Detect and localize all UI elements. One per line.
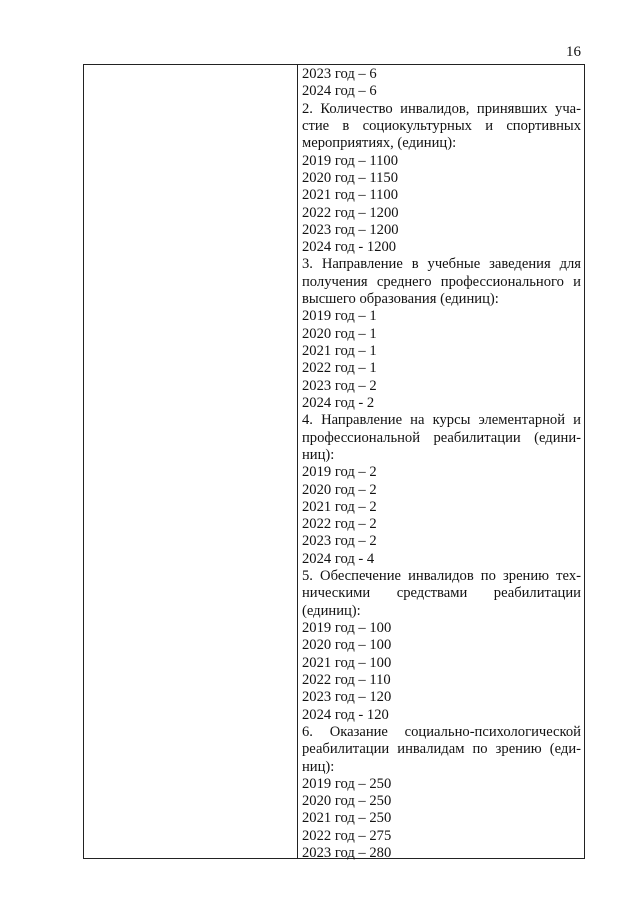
text-line: 5. Обеспечение инвалидов по зрению тех- xyxy=(302,568,581,585)
text-line: 2020 год – 100 xyxy=(302,637,392,654)
text-line: 2019 год – 100 xyxy=(302,620,392,636)
page-number: 16 xyxy=(566,44,581,60)
text-line: 2019 год – 250 xyxy=(302,775,392,792)
text-line: 2021 год – 1 xyxy=(302,343,377,359)
text-line: 2. Количество инвалидов, принявших уча- xyxy=(302,100,581,117)
text-line: 2022 год – 2 xyxy=(302,516,377,533)
text-line: 2024 год – 6 xyxy=(302,83,377,100)
text-line: 2021 год – 250 xyxy=(302,810,392,827)
text-line: ниц): xyxy=(302,758,335,775)
text-line: получения среднего профессионального и xyxy=(302,273,581,290)
text-line: 2024 год - 2 xyxy=(302,394,375,411)
text-line: высшего образования (единиц): xyxy=(302,291,499,308)
text-line: 4. Направление на курсы элементарной и xyxy=(302,412,581,429)
text-line: 2024 год - 4 xyxy=(302,550,375,567)
text-line: 2022 год – 1 xyxy=(302,360,377,377)
text-line: 2020 год – 250 xyxy=(302,793,392,810)
text-line: 2021 год – 100 xyxy=(302,654,392,671)
text-line: 2023 год – 6 xyxy=(302,66,377,82)
text-line: 2019 год – 1 xyxy=(302,308,377,325)
text-line: 2023 год – 2 xyxy=(302,533,377,550)
text-line: 2023 год – 2 xyxy=(302,377,377,394)
text-line: 2023 год – 1200 xyxy=(302,221,399,238)
text-line: 2022 год – 110 xyxy=(302,671,391,688)
text-line: 2020 год – 1 xyxy=(302,325,377,342)
text-line: ниц): xyxy=(302,446,335,463)
text-line: 2019 год – 2 xyxy=(302,464,377,481)
text-line: 2023 год – 120 xyxy=(302,689,392,706)
data-table xyxy=(83,64,585,862)
text-line: (единиц): xyxy=(302,602,361,619)
text-line: ническими средствами реабилитации xyxy=(302,585,581,602)
column-divider xyxy=(297,65,298,858)
text-line: 2024 год - 120 xyxy=(302,706,389,723)
text-line: 2020 год – 1150 xyxy=(302,169,398,186)
text-line: 2022 год – 275 xyxy=(302,827,392,844)
text-line: 2023 год – 280 xyxy=(302,845,392,862)
text-line: 2020 год – 2 xyxy=(302,481,377,498)
text-line: 2021 год – 1100 xyxy=(302,187,398,204)
indicators-cell xyxy=(302,66,581,862)
text-line: 6. Оказание социально-психологической xyxy=(302,723,581,740)
text-line: 2021 год – 2 xyxy=(302,498,377,515)
text-line: 2019 год – 1100 xyxy=(302,152,398,169)
text-line: стие в социокультурных и спортивных xyxy=(302,117,581,134)
text-line: реабилитации инвалидам по зрению (еди- xyxy=(302,741,581,758)
text-line: 2024 год - 1200 xyxy=(302,239,397,256)
text-line: мероприятиях, (единиц): xyxy=(302,135,457,152)
text-line: 2022 год – 1200 xyxy=(302,204,399,221)
text-line: 3. Направление в учебные заведения для xyxy=(302,256,581,273)
text-line: профессиональной реабилитации (едини- xyxy=(302,429,581,446)
